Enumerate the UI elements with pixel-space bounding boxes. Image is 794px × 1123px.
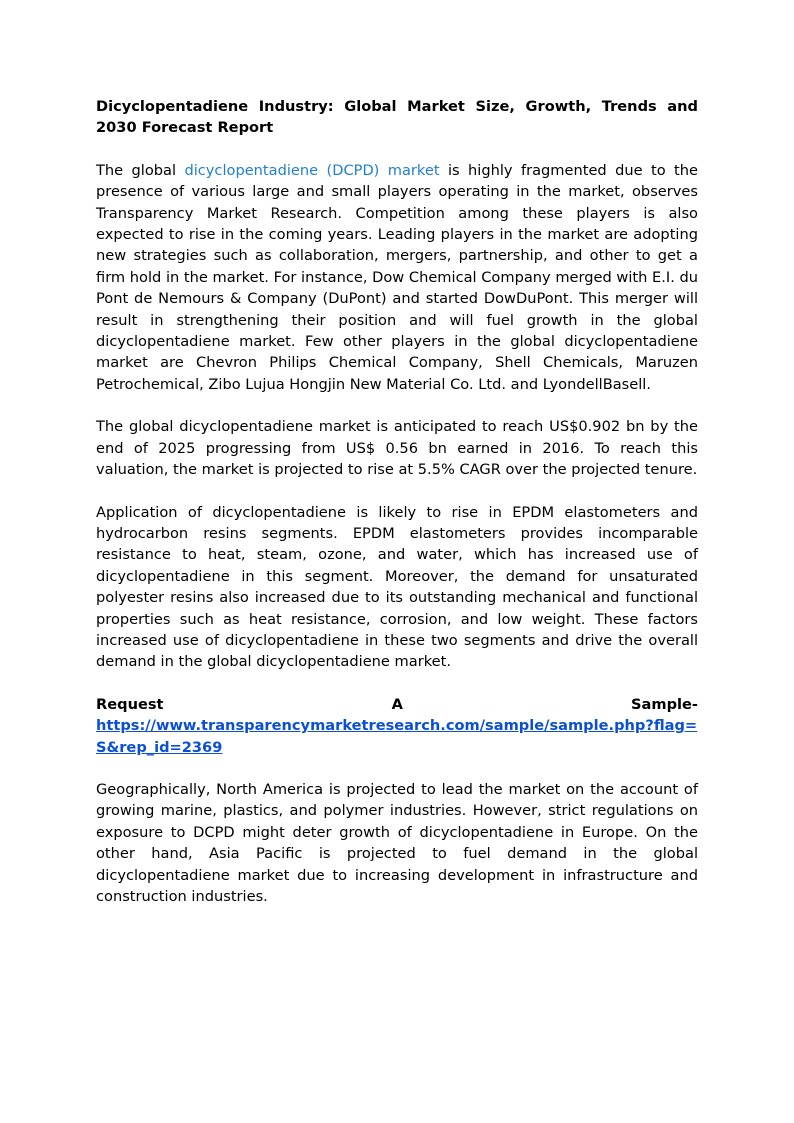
request-sample-label <box>96 694 698 715</box>
paragraph-intro-rest: is highly fragmented due to the presence of various large and small players operating in the market, observes Transparency Market Research. Competition among these players is also expected to rise in the coming years. Leading players in the market are adopting new strategies such as collaboration, mergers, partnership, and other to get a firm hold in the market. For instance, Dow Chemical Company merged with E.I. du Pont de Nemours & Company (DuPont) and started DowDuPont. This merger will result in strengthening their position and will fuel growth in the global dicyclopentadiene market. Few other players in the global dicyclopentadiene market are Chevron Philips Chemical Company, Shell Chemicals, Maruzen Petrochemical, Zibo Lujua Hongjin New Material Co. Ltd. and LyondellBasell. <box>96 161 698 393</box>
paragraph-geography: Geographically, North America is projected to lead the market on the account of growing marine, plastics, and polymer industries. However, strict regulations on exposure to DCPD might deter growth of dicyclopentadiene in Europe. On the other hand, Asia Pacific is projected to fuel demand in the global dicyclopentadiene market due to increasing development in infrastructure and construction industries. <box>96 780 698 905</box>
paragraph-intro-lead: The global <box>96 161 185 179</box>
request-sample-block <box>96 694 698 758</box>
document-page <box>96 96 698 928</box>
request-word: Request <box>96 695 164 713</box>
sample-word: Sample- <box>631 695 698 713</box>
request-sample-link[interactable]: https://www.transparencymarketresearch.com/sample/sample.php?flag=S&rep_id=2369 <box>96 717 698 756</box>
paragraph-application: Application of dicyclopentadiene is likely to rise in EPDM elastometers and hydrocarbon resins segments. EPDM elastometers provides incomparable resistance to heat, steam, ozone, and water, which has increased use of dicyclopentadiene in this segment. Moreover, the demand for unsaturated polyester resins also increased due to its outstanding mechanical and functional properties such as heat resistance, corrosion, and low weight. These factors increased use of dicyclopentadiene in these two segments and drive the overall demand in the global dicyclopentadiene market. <box>96 503 698 671</box>
paragraph-valuation: The global dicyclopentadiene market is anticipated to reach US$0.902 bn by the end of 2025 progressing from US$ 0.56 bn earned in 2016. To reach this valuation, the market is projected to rise at 5.5% CAGR over the projected tenure. <box>96 418 698 479</box>
dcpd-market-link[interactable]: dicyclopentadiene (DCPD) market <box>184 161 440 179</box>
document-title: Dicyclopentadiene Industry: Global Market Size, Growth, Trends and 2030 Forecast Report <box>96 98 698 137</box>
paragraph-intro <box>96 160 698 395</box>
a-word: A <box>391 695 403 713</box>
